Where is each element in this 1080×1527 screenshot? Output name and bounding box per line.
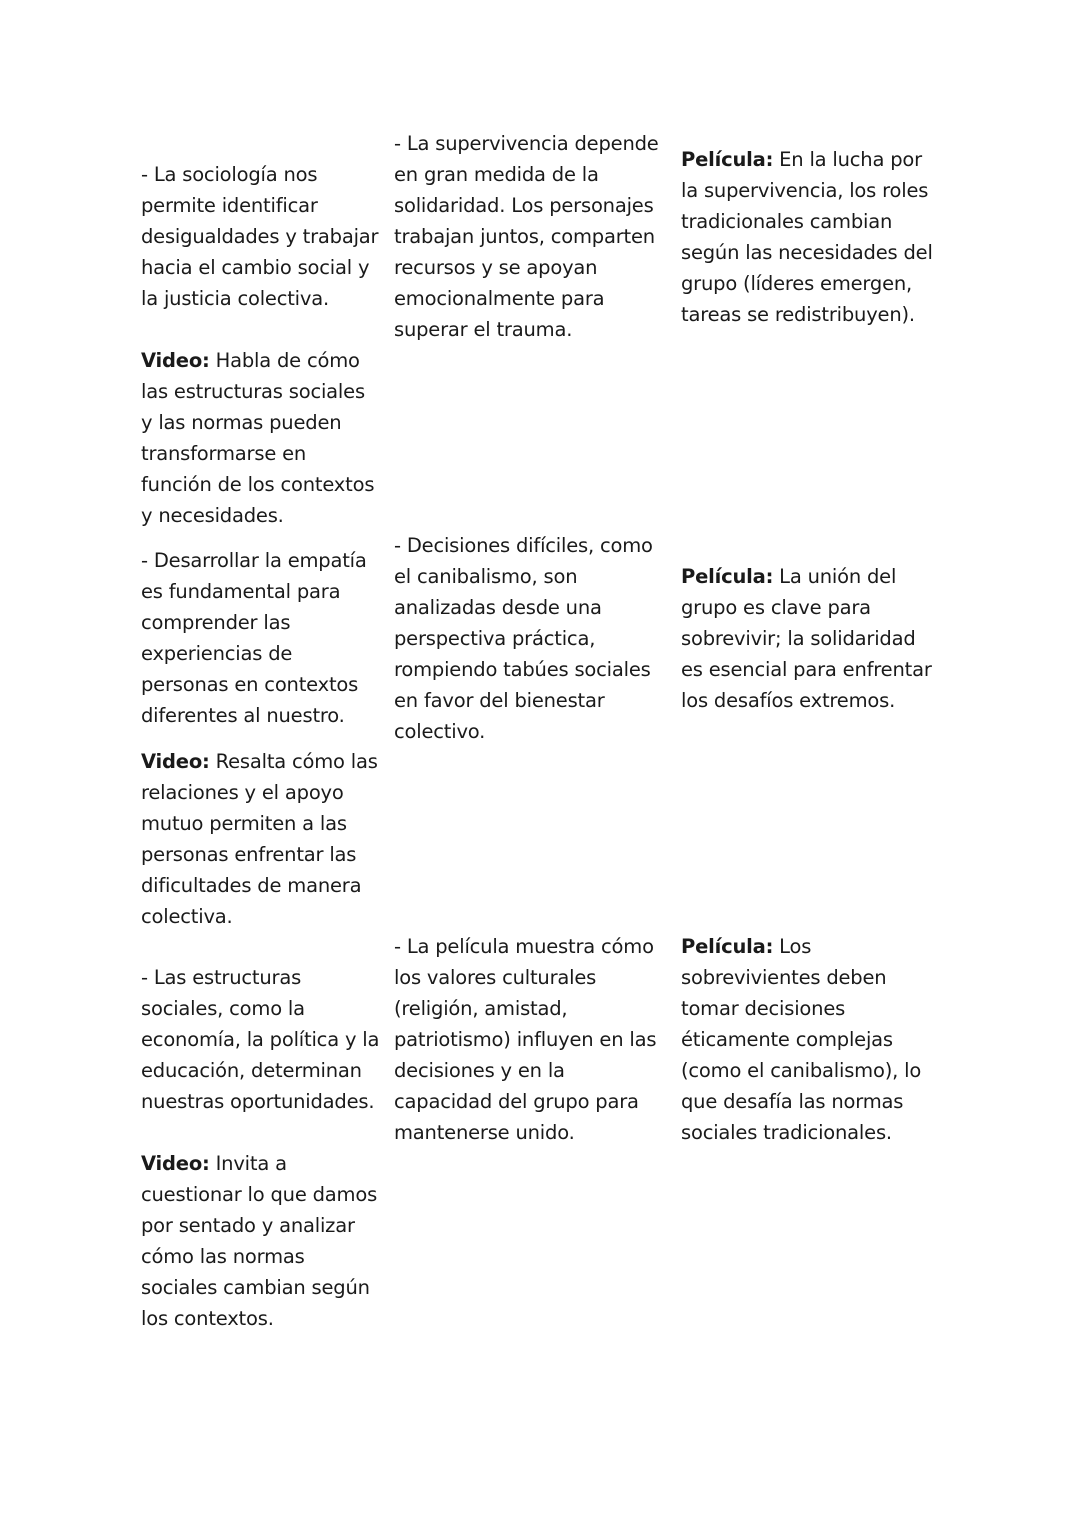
film-label: Película: xyxy=(681,148,774,171)
row2-film-note xyxy=(681,561,943,716)
film-text: Los sobrevivientes deben tomar decisiones éticamente complejas (como el canibalismo), lo que desafía las normas sociales tradicionales. xyxy=(681,935,922,1144)
row3-film-note xyxy=(681,931,943,1148)
video-label: Video: xyxy=(141,1152,210,1175)
row1-film-analysis-point: - La supervivencia depende en gran medida de la solidaridad. Los personajes trabajan juntos, comparten recursos y se apoyan emocionalmente para superar el trauma. xyxy=(394,132,659,341)
video-text: Resalta cómo las relaciones y el apoyo mutuo permiten a las personas enfrentar las dificultades de manera colectiva. xyxy=(141,750,378,928)
film-label: Película: xyxy=(681,935,774,958)
film-text: La unión del grupo es clave para sobrevivir; la solidaridad es esencial para enfrentar los desafíos extremos. xyxy=(681,565,932,712)
film-text: En la lucha por la supervivencia, los roles tradicionales cambian según las necesidades del grupo (líderes emergen, tareas se redistribuyen). xyxy=(681,148,933,326)
row2-film-analysis-point: - Decisiones difíciles, como el canibalismo, son analizadas desde una perspectiva práctica, rompiendo tabúes sociales en favor del bienestar colectivo. xyxy=(394,534,653,743)
row1-sociology-point: - La sociología nos permite identificar desigualdades y trabajar hacia el cambio social y la justicia colectiva. xyxy=(141,163,379,310)
row3-sociology-point: - Las estructuras sociales, como la economía, la política y la educación, determinan nuestras oportunidades. xyxy=(141,966,380,1113)
row1-film-note xyxy=(681,144,943,330)
video-label: Video: xyxy=(141,349,210,372)
row3-video-note xyxy=(141,1148,381,1334)
video-text: Habla de cómo las estructuras sociales y las normas pueden transformarse en función de los contextos y necesidades. xyxy=(141,349,375,527)
film-label: Película: xyxy=(681,565,774,588)
video-label: Video: xyxy=(141,750,210,773)
row1-video-note xyxy=(141,345,381,531)
video-text: Invita a cuestionar lo que damos por sentado y analizar cómo las normas sociales cambian según los contextos. xyxy=(141,1152,378,1330)
row2-sociology-point: - Desarrollar la empatía es fundamental para comprender las experiencias de personas en contextos diferentes al nuestro. xyxy=(141,549,367,727)
row2-video-note xyxy=(141,746,381,932)
row3-film-analysis-point: - La película muestra cómo los valores culturales (religión, amistad, patriotismo) influyen en las decisiones y en la capacidad del grupo para mantenerse unido. xyxy=(394,935,657,1144)
